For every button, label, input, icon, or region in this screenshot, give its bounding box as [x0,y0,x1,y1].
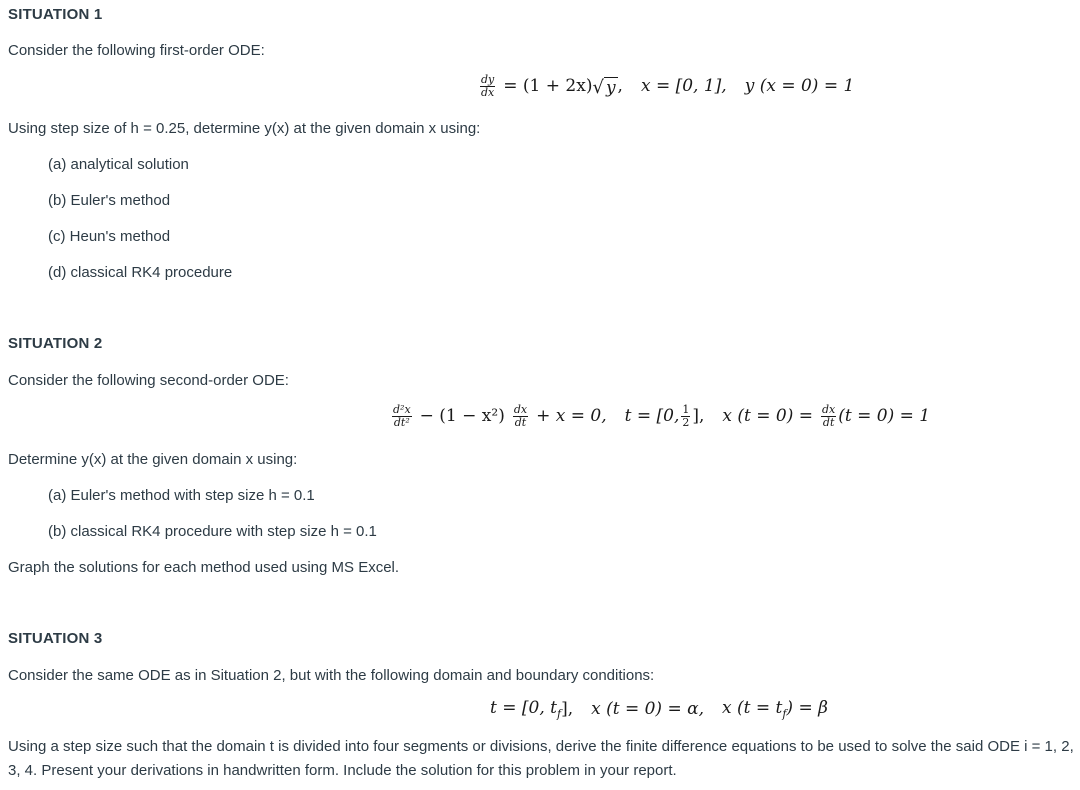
eq3-bc1: x (t = 0) = α, [591,699,704,720]
eq2-ic-left: x (t = 0) = [722,406,814,427]
situation-2-item-b: (b) classical RK4 procedure with step size h = 0.1 [48,523,377,540]
eq3-bc2: x $(t = t_f) = \beta$ [722,698,828,721]
situation-2-equation [390,404,930,428]
eq3-domain: t = [0, $t_f$ [490,698,562,721]
situation-1-equation: $\frac{dy}{dx}$ = (1 + 2x) √ y , x = [0, 1], y (x = 0) = 1 [481,73,855,99]
situation-2-graph-note: Graph the solutions for each method used using MS Excel. [8,559,400,576]
sqrt-y: √ y [592,76,616,98]
dx-dt-fraction: $\frac{dx}{dt}$ [513,403,528,429]
situation-1-instruction: Using step size of h = 0.25, determine y(x) at the given domain x using: [8,120,481,137]
situation-1-item-b: (b) Euler's method [48,192,171,209]
eq1-domain: x = [0, 1], [640,76,727,97]
situation-3-equation [490,698,828,720]
situation-1-item-c: (c) Heun's method [48,228,171,245]
eq1-initial: y (x = 0) = 1 [744,76,855,97]
eq2-plus-term: + x = 0, [536,406,607,427]
half-fraction: $\frac{1}{2}$ [682,403,690,429]
situation-2-heading: SITUATION 2 [8,335,103,352]
situation-3-paragraph: Using a step size such that the domain t is divided into four segments or divisions, derive the finite difference equations to be used to solve the said ODE i = 1, 2, 3, 4. Present your derivations in handwritten form. Include the solution for this problem in your report. [8,738,1074,779]
dy-dx-fraction: $\frac{dy}{dx}$ [481,73,495,99]
situation-3-intro: Consider the same ODE as in Situation 2, but with the following domain and boundary conditions: [8,667,655,684]
situation-1-intro: Consider the following first-order ODE: [8,42,265,59]
situation-1-item-d: (d) classical RK4 procedure [48,264,233,281]
eq1-rhs: = (1 + 2x) [503,76,593,97]
ic-dx-dt-fraction: $\frac{dx}{dt}$ [822,403,836,429]
situation-2-instruction: Determine y(x) at the given domain x using: [8,451,298,468]
situation-1-item-a: (a) analytical solution [48,156,189,173]
situation-2-item-a: (a) Euler's method with step size h = 0.1 [48,487,315,504]
situation-1-heading: SITUATION 1 [8,6,103,23]
situation-3-heading: SITUATION 3 [8,630,103,647]
eq2-domain-end: ], [692,406,705,427]
eq3-domain-end: ], [561,699,574,720]
eq2-domain-start: t = [0, [624,406,680,427]
eq2-ic-right: (t = 0) = 1 [838,406,931,427]
eq2-minus-term: − (1 − x²) [419,406,505,427]
situation-2-intro: Consider the following second-order ODE: [8,372,289,389]
d2x-dt2-fraction: $\frac{\text{d²x}}{\text{dt²}}$ [393,403,411,429]
